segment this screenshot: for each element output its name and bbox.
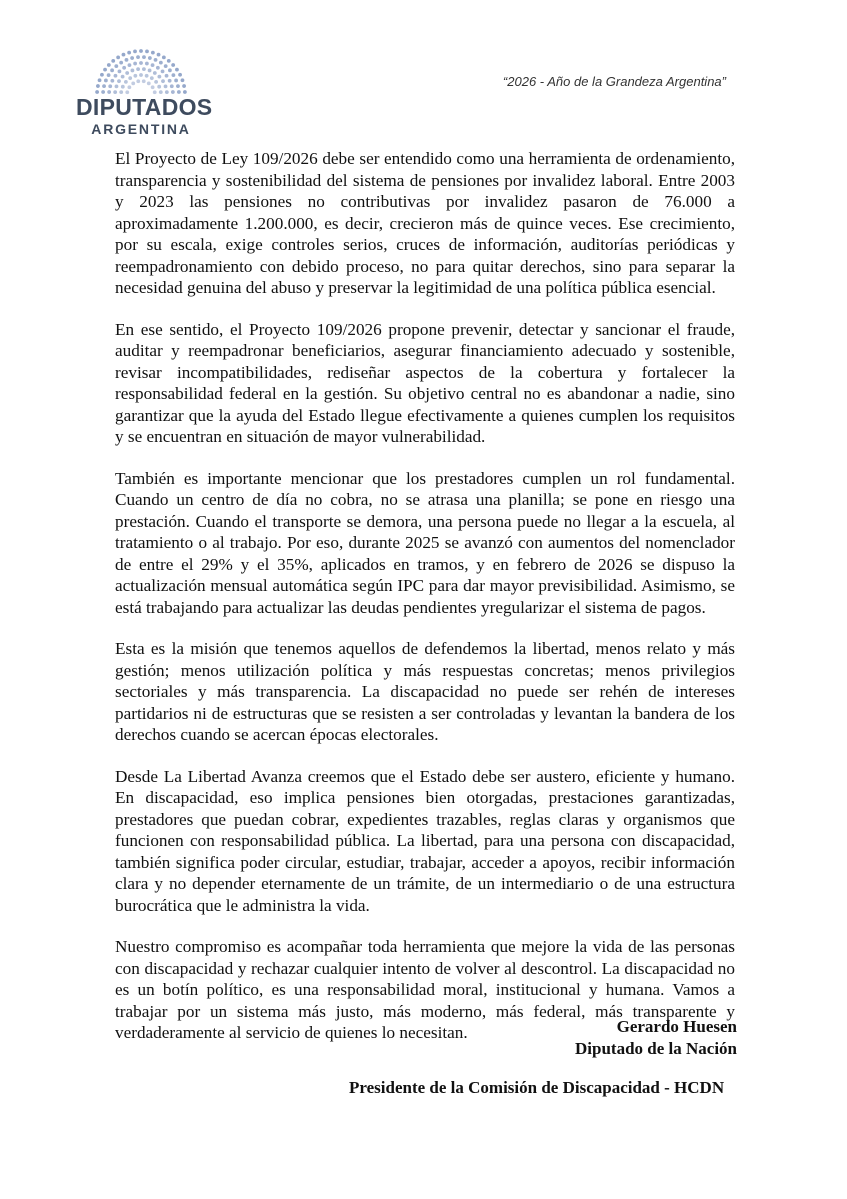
seat-dot (156, 66, 160, 70)
seat-dot (128, 76, 132, 80)
seat-dot (175, 68, 179, 72)
seat-dot (108, 84, 112, 88)
seat-dot (127, 85, 131, 89)
seat-dot (117, 79, 121, 83)
seat-dot (172, 73, 176, 77)
seat-dot (151, 51, 155, 55)
seat-dot (96, 84, 100, 88)
seat-dot (171, 63, 175, 67)
seat-dot (139, 49, 143, 53)
seat-dot (124, 80, 128, 84)
seat-dot (168, 79, 172, 83)
seat-dot (148, 69, 152, 73)
seat-dot (122, 53, 126, 57)
seat-dot (161, 79, 165, 83)
seat-dot (107, 73, 111, 77)
signature-block (575, 1016, 737, 1059)
seat-dot (151, 63, 155, 67)
seat-dot (145, 74, 149, 78)
seat-dot (142, 67, 146, 71)
seat-dot (121, 75, 125, 79)
paragraph-1: El Proyecto de Ley 109/2026 debe ser entendido como una herramienta de ordenamiento, transparencia y sostenibilidad del sistema de pensiones por invalidez laboral. Entre 2003 y 2023 las pensiones no contributivas por invalidez pasaron de 76.000 a aproximadamente 1.200.000, es decir, crecieron más de quince veces. Ese crecimiento, por su escala, exige controles serios, cruces de información, auditorías periódicas y reempadronamiento con debido proceso, no para quitar derechos, sino para separar la necesidad genuina del abuso y preservar la legitimidad de una política pública esencial. (115, 149, 735, 297)
seat-dot (164, 64, 168, 68)
seat-dot (133, 50, 137, 54)
seat-dot (161, 69, 165, 73)
seat-dot (131, 69, 135, 73)
seat-dot (119, 61, 123, 65)
seat-dot (100, 73, 104, 77)
seat-dot (176, 84, 180, 88)
seat-dot (150, 76, 154, 80)
seat-dot (142, 55, 146, 59)
logo-title: DIPUTADOS (76, 94, 213, 120)
seat-dot (107, 63, 111, 67)
seat-dot (154, 80, 158, 84)
seat-dot (167, 59, 171, 63)
seat-dot (130, 56, 134, 60)
seat-dot (121, 85, 125, 89)
seat-dot (110, 79, 114, 83)
seat-dot (98, 78, 102, 82)
seat-dot (157, 53, 161, 57)
seat-dot (142, 79, 146, 83)
seat-dot (122, 66, 126, 70)
seat-dot (136, 67, 140, 71)
seat-dot (170, 84, 174, 88)
seat-dot (103, 68, 107, 72)
seat-dot (178, 73, 182, 77)
seat-dot (114, 64, 118, 68)
seat-dot (165, 74, 169, 78)
seat-dot (148, 56, 152, 60)
signer-role: Diputado de la Nación (575, 1038, 737, 1058)
signer-name: Gerardo Huesen (616, 1017, 737, 1036)
seat-dot (110, 68, 114, 72)
paragraph-5: Desde La Libertad Avanza creemos que el Estado debe ser austero, eficiente y humano. En discapacidad, eso implica pensiones bien otorgadas, prestaciones garantizadas, prestadores que puedan cobrar, expedientes trazables, reglas claras y organismos que funcionen con responsabilidad pública. La libertad, para una persona con discapacidad, también significa poder circular, estudiar, trabajar, acceder a apoyos, recibir información clara y no depender eternamente de un trámite, de un intermediario o de una estructura burocrática que le administra la vida. (115, 766, 735, 915)
year-motto: “2026 - Año de la Grandeza Argentina” (502, 74, 726, 89)
seat-dot (116, 56, 120, 60)
seat-dot (174, 79, 178, 83)
seat-dot (127, 51, 131, 55)
paragraph-3: También es importante mencionar que los prestadores cumplen un rol fundamental. Cuando un centro de día no cobra, no se atrasa una planilla; se pone en riesgo una prestación. Cuando el transporte se demora, una persona puede no llegar a la escuela, al tratamiento o al trabajo. Por eso, durante 2025 se avanzó con aumentos del nomenclador de entre el 29% y el 35%, aplicados en tramos, y en febrero de 2026 se dispuso la actualización mensual automática según IPC para dar mayor previsibilidad. Asimismo, se está trabajando para actualizar las deudas pendientes yregularizar el sistema de pagos. (115, 468, 735, 617)
seat-dot (128, 63, 132, 67)
seat-dot (153, 71, 157, 75)
seat-dot (111, 59, 115, 63)
seat-dot (157, 85, 161, 89)
seat-dot (157, 75, 161, 79)
seat-dot (151, 85, 155, 89)
seat-dot (133, 62, 137, 66)
chamber-hemicycle-icon (82, 48, 200, 96)
seat-dot (145, 50, 149, 54)
seat-dot (125, 58, 129, 62)
seat-dot (164, 85, 168, 89)
seat-dot (145, 62, 149, 66)
signer-position: Presidente de la Comisión de Discapacidad - HCDN (349, 1078, 725, 1097)
diputados-logo (76, 48, 213, 140)
logo-subtitle: ARGENTINA (91, 121, 191, 137)
seat-dot (136, 79, 140, 83)
letterhead (0, 0, 847, 140)
seat-dot (162, 56, 166, 60)
seat-dot (133, 74, 137, 78)
seat-dot (114, 74, 118, 78)
seat-dot (139, 73, 143, 77)
letter-body (115, 148, 735, 1064)
paragraph-6: Nuestro compromiso es acompañar toda herramienta que mejore la vida de las personas con discapacidad y rechazar cualquier intento de volver al descontrol. La discapacidad no es un botín político, es una responsabilidad moral, institucional y humana. Vamos a trabajar por un sistema más justo, más moderno, más federal, más transparente y verdaderamente al servicio de quienes lo necesitan. (115, 937, 735, 1042)
seat-dot (125, 71, 129, 75)
paragraph-4: Esta es la misión que tenemos aquellos de defendemos la libertad, menos relato y más gestión; menos utilización política y más respuestas concretas; menos privilegios sectoriales y más transparencia. La discapacidad no puede ser rehén de intereses partidarios ni de estructuras que se resisten a ser controladas y levantan la bandera de los derechos cuando se acercan épocas electorales. (115, 639, 735, 744)
seat-dot (118, 69, 122, 73)
seat-dot (139, 61, 143, 65)
seat-dot (131, 81, 135, 85)
seat-dot (115, 85, 119, 89)
seat-dot (147, 81, 151, 85)
seat-dot (154, 58, 158, 62)
seat-dot (168, 68, 172, 72)
seat-dot (136, 55, 140, 59)
paragraph-2: En ese sentido, el Proyecto 109/2026 propone prevenir, detectar y sancionar el fraude, auditar y reempadronar beneficiarios, asegurar financiamiento adecuado y sostenible, revisar incompatibilidades, rediseñar aspectos de la cobertura y fortalecer la responsabilidad federal en la gestión. Su objetivo central no es abandonar a nadie, sino garantizar que la ayuda del Estado llegue efectivamente a quienes cumplen los requisitos y se encuentran en situación de mayor vulnerabilidad. (115, 319, 735, 446)
seat-dot (182, 84, 186, 88)
seat-dot (181, 78, 185, 82)
seat-dot (104, 79, 108, 83)
seat-dot (159, 61, 163, 65)
seat-dot (102, 84, 106, 88)
